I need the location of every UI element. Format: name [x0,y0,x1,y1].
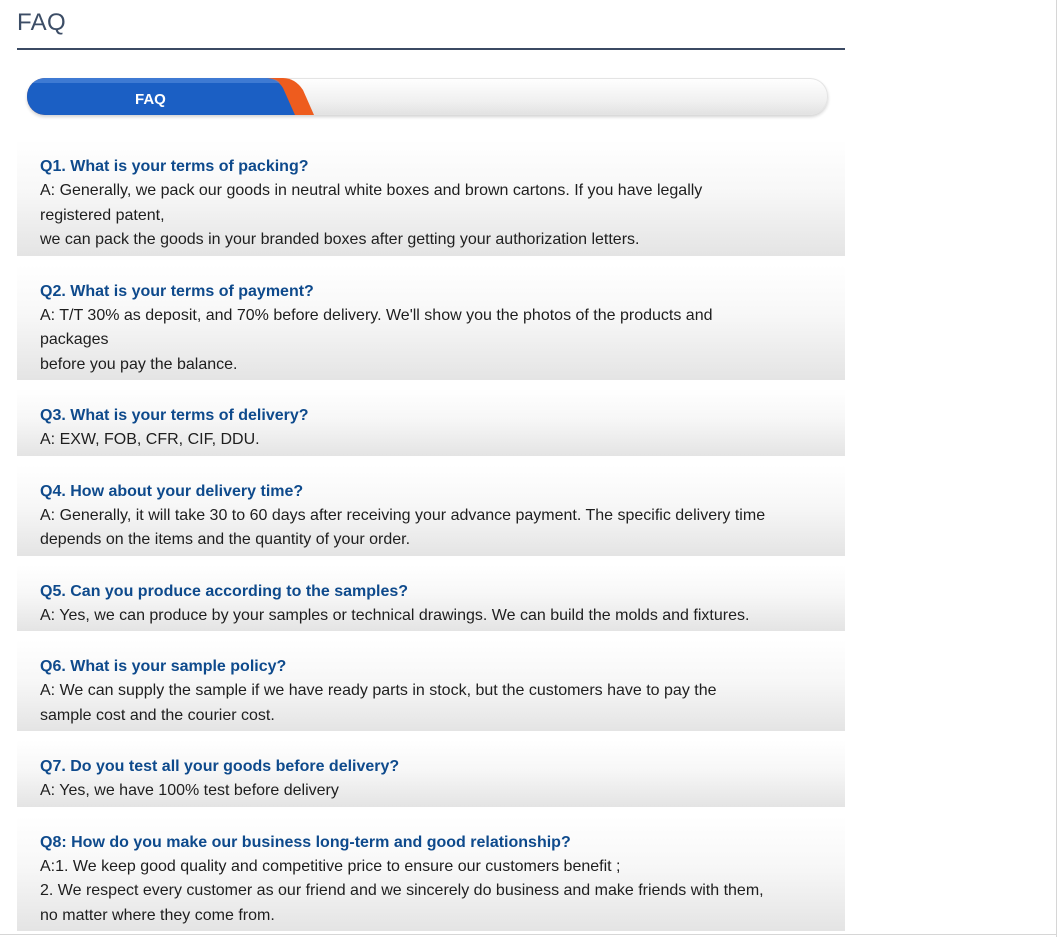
faq-question: Q6. What is your sample policy? [40,658,287,675]
faq-answer: A: Generally, it will take 30 to 60 days after receiving your advance payment. The specific delivery time depends on the items and the quantity of your order. [40,506,766,548]
faq-question: Q3. What is your terms of delivery? [40,407,309,424]
faq-item-2 [17,265,845,381]
faq-answer: A: We can supply the sample if we have ready parts in stock, but the customers have to pay the sample cost and the courier cost. [40,682,717,724]
faq-item-3 [17,389,845,456]
faq-answer: A: EXW, FOB, CFR, CIF, DDU. [40,431,260,448]
page-title: FAQ [17,9,66,36]
faq-question: Q5. Can you produce according to the samples? [40,582,409,600]
faq-tab-bar [27,78,828,115]
faq-answer: A: Yes, we have 100% test before delivery [40,782,339,799]
faq-item-4 [17,465,845,556]
faq-answer: A:1. We keep good quality and competitive price to ensure our customers benefit ; 2. We respect every customer as our friend and we sincerely do business and make friends with them, no matter where they come from. [40,857,764,924]
faq-item-1 [17,140,845,256]
faq-tab-label[interactable]: FAQ [135,91,166,108]
faq-question: Q4. How about your delivery time? [40,482,304,500]
faq-question: Q1. What is your terms of packing? [40,158,309,175]
faq-question: Q2. What is your terms of payment? [40,282,314,300]
faq-item-6 [17,640,845,731]
right-border [1056,0,1057,937]
tab-blue-highlight [27,78,280,83]
faq-answer: A: Yes, we can produce by your samples or technical drawings. We can build the molds and fixtures. [40,606,750,624]
faq-item-5 [17,565,845,632]
faq-answer: A: T/T 30% as deposit, and 70% before delivery. We'll show you the photos of the products and packages before you pay the balance. [40,306,713,373]
title-divider [17,48,845,50]
faq-list [17,140,845,940]
faq-item-8 [17,816,845,932]
faq-question: Q8: How do you make our business long-term and good relationship? [40,833,571,851]
faq-item-7 [17,740,845,807]
faq-answer: A: Generally, we pack our goods in neutral white boxes and brown cartons. If you have legally registered patent, we can pack the goods in your branded boxes after getting your authorization letters. [40,182,703,248]
faq-question: Q7. Do you test all your goods before delivery? [40,758,400,775]
